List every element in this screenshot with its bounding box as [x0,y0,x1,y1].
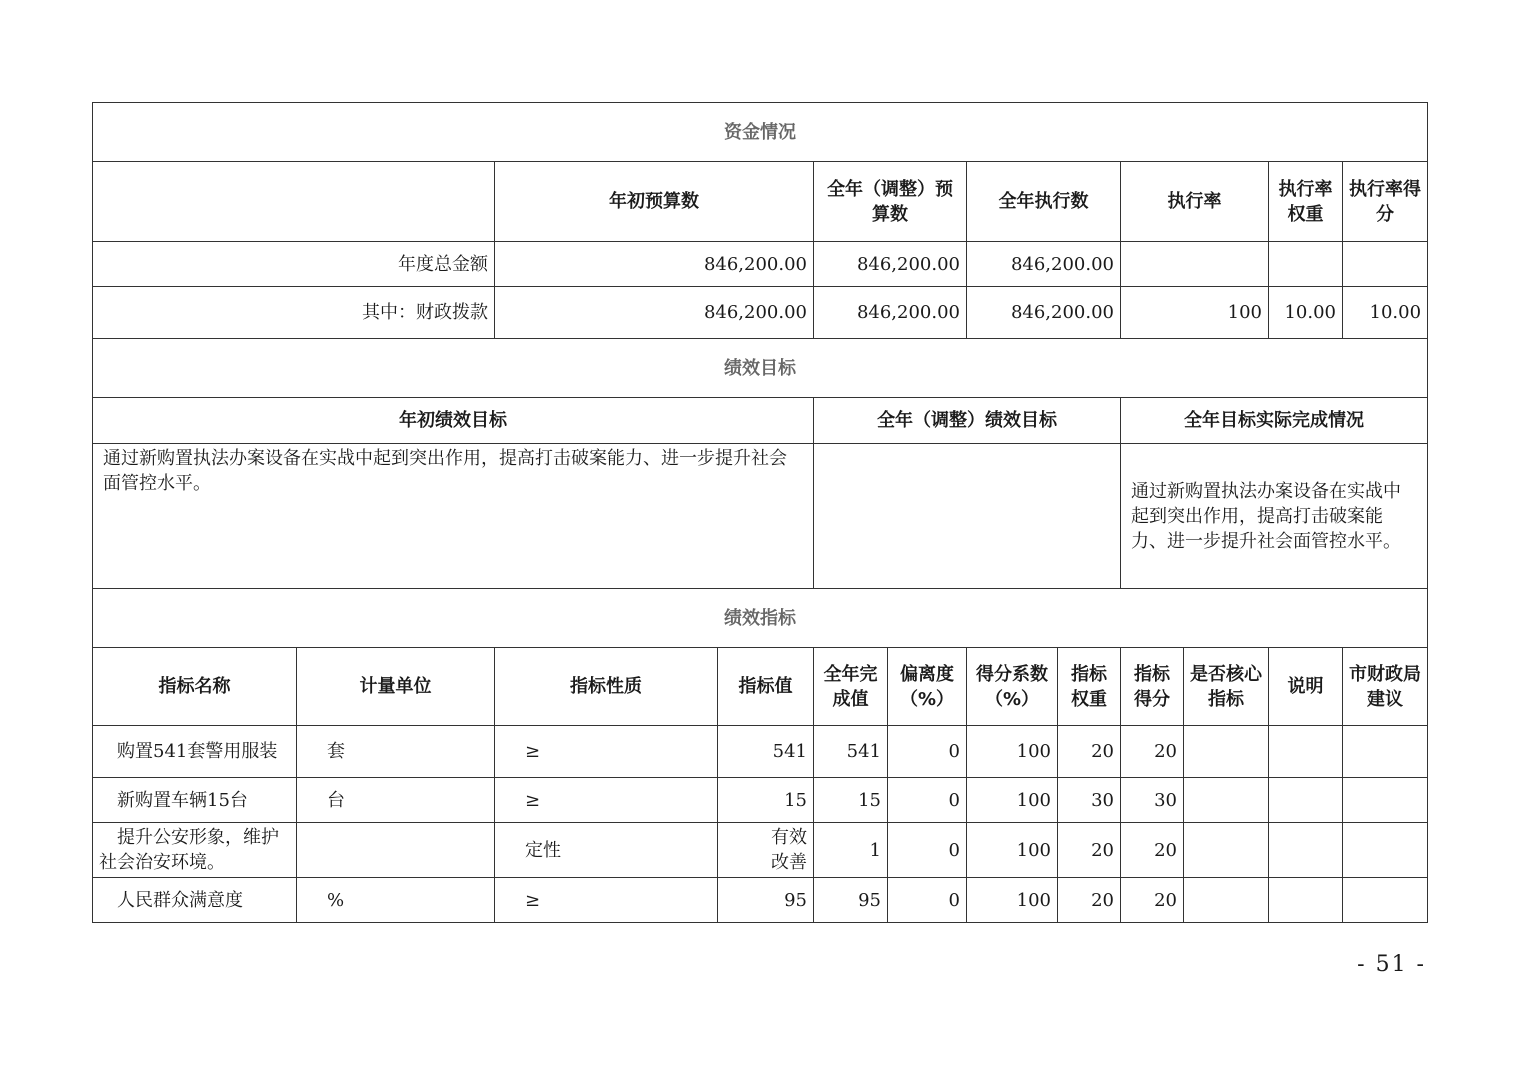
indicator-core [1184,878,1269,923]
indicator-core [1184,823,1269,878]
indicator-unit: % [297,878,495,923]
header-initial-budget: 年初预算数 [495,162,814,242]
header-unit: 计量单位 [297,648,495,726]
header-core-indicator: 是否核心指标 [1184,648,1269,726]
indicator-note [1269,778,1343,823]
section-funds-title: 资金情况 [93,103,1428,162]
actual-completion-text: 通过新购置执法办案设备在实战中起到突出作用，提高打击破案能力、进一步提升社会面管控水平。 [1121,444,1428,589]
indicator-nature: ≥ [495,726,718,778]
header-indicator-weight: 指标权重 [1058,648,1121,726]
indicator-score: 20 [1121,823,1184,878]
indicator-coefficient: 100 [967,878,1058,923]
indicator-unit [297,823,495,878]
funds-row-label: 其中：财政拨款 [93,287,495,339]
header-score-coefficient: 得分系数（%） [967,648,1058,726]
indicator-unit: 套 [297,726,495,778]
funds-adjusted: 846,200.00 [814,242,967,287]
indicator-note [1269,823,1343,878]
funds-executed: 846,200.00 [967,242,1121,287]
funds-initial: 846,200.00 [495,287,814,339]
indicator-score: 20 [1121,726,1184,778]
indicator-core [1184,726,1269,778]
indicator-name: 购置541套警用服装 [93,726,297,778]
indicator-value: 541 [718,726,814,778]
indicator-advice [1343,778,1428,823]
indicator-value: 15 [718,778,814,823]
indicator-name: 提升公安形象，维护社会治安环境。 [93,823,297,878]
indicator-coefficient: 100 [967,823,1058,878]
header-completed-value: 全年完成值 [814,648,888,726]
funds-row-label: 年度总金额 [93,242,495,287]
indicator-deviation: 0 [888,726,967,778]
header-rate: 执行率 [1121,162,1269,242]
indicator-nature: ≥ [495,878,718,923]
header-indicator-value: 指标值 [718,648,814,726]
header-deviation: 偏离度（%） [888,648,967,726]
indicator-value: 有效改善 [718,823,814,878]
funds-adjusted: 846,200.00 [814,287,967,339]
performance-table [92,102,1428,923]
section-goals-title: 绩效目标 [93,339,1428,398]
header-initial-goal: 年初绩效目标 [93,398,814,444]
header-adjusted-goal: 全年（调整）绩效目标 [814,398,1121,444]
indicator-core [1184,778,1269,823]
header-indicator-score: 指标得分 [1121,648,1184,726]
indicator-name: 新购置车辆15台 [93,778,297,823]
funds-weight [1269,242,1343,287]
indicator-deviation: 0 [888,878,967,923]
header-adjusted-budget: 全年（调整）预算数 [814,162,967,242]
indicator-advice [1343,878,1428,923]
funds-initial: 846,200.00 [495,242,814,287]
indicator-nature: ≥ [495,778,718,823]
funds-rate [1121,242,1269,287]
indicator-weight: 20 [1058,823,1121,878]
header-nature: 指标性质 [495,648,718,726]
indicator-row [93,778,1428,823]
indicator-weight: 30 [1058,778,1121,823]
indicator-weight: 20 [1058,878,1121,923]
indicator-value: 95 [718,878,814,923]
funds-score: 10.00 [1343,287,1428,339]
funds-weight: 10.00 [1269,287,1343,339]
header-rate-score: 执行率得分 [1343,162,1428,242]
indicator-coefficient: 100 [967,778,1058,823]
initial-goal-text: 通过新购置执法办案设备在实战中起到突出作用，提高打击破案能力、进一步提升社会面管控水平。 [93,444,814,589]
funds-row [93,242,1428,287]
funds-row [93,287,1428,339]
indicator-row [93,823,1428,878]
indicator-completed: 95 [814,878,888,923]
indicator-name: 人民群众满意度 [93,878,297,923]
adjusted-goal-text [814,444,1121,589]
indicator-nature: 定性 [495,823,718,878]
header-executed: 全年执行数 [967,162,1121,242]
header-indicator-name: 指标名称 [93,648,297,726]
funds-rate: 100 [1121,287,1269,339]
indicator-unit: 台 [297,778,495,823]
indicator-note [1269,726,1343,778]
section-indicators-title: 绩效指标 [93,589,1428,648]
indicator-completed: 541 [814,726,888,778]
indicator-note [1269,878,1343,923]
indicator-row [93,726,1428,778]
funds-executed: 846,200.00 [967,287,1121,339]
indicator-score: 20 [1121,878,1184,923]
indicator-advice [1343,823,1428,878]
header-finance-advice: 市财政局建议 [1343,648,1428,726]
header-note: 说明 [1269,648,1343,726]
header-actual-completion: 全年目标实际完成情况 [1121,398,1428,444]
indicator-advice [1343,726,1428,778]
indicator-completed: 15 [814,778,888,823]
header-rate-weight: 执行率权重 [1269,162,1343,242]
funds-score [1343,242,1428,287]
indicator-score: 30 [1121,778,1184,823]
indicator-weight: 20 [1058,726,1121,778]
indicator-completed: 1 [814,823,888,878]
indicator-deviation: 0 [888,823,967,878]
funds-header-blank [93,162,495,242]
indicator-coefficient: 100 [967,726,1058,778]
indicator-deviation: 0 [888,778,967,823]
indicator-row [93,878,1428,923]
page-number: - 51 - [1357,952,1426,977]
